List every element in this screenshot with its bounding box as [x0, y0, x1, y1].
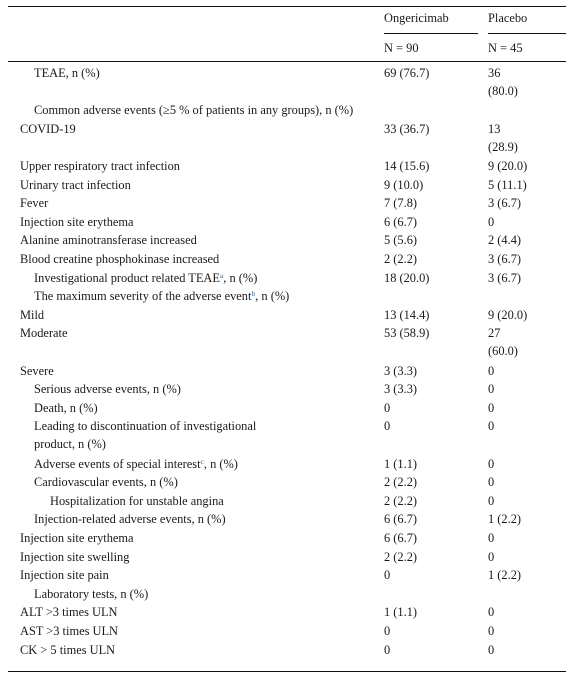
- row-label: [34, 473, 178, 491]
- value-ongericimab: 14 (15.6): [384, 159, 430, 173]
- row-label-text: Injection site swelling: [20, 549, 130, 564]
- value-ongericimab: 2 (2.2): [384, 549, 418, 564]
- footnote-marker[interactable]: a: [219, 270, 224, 280]
- row-label-text: Injection-related adverse events, n (%): [34, 512, 226, 527]
- value-placebo: 0: [488, 363, 495, 378]
- row-label: [20, 622, 118, 640]
- row-label: [20, 250, 219, 268]
- value-placebo: 1 (2.2): [488, 568, 522, 583]
- row-label: [20, 566, 109, 584]
- row-label-text: COVID-19: [20, 121, 76, 136]
- header-ongericimab: Ongericimab: [384, 11, 449, 25]
- value-ongericimab: 5 (5.6): [384, 233, 418, 248]
- row-label: [34, 399, 98, 417]
- bottom-rule: [8, 671, 566, 672]
- value-placebo: 0: [488, 642, 495, 657]
- value-placebo-line: 27: [488, 326, 501, 341]
- row-label-suffix: , n (%): [223, 270, 258, 285]
- row-label: [34, 417, 256, 453]
- footnote-marker[interactable]: b: [251, 289, 256, 299]
- value-placebo: 3 (6.7): [488, 252, 522, 266]
- row-label-line: Leading to discontinuation of investigational: [34, 419, 257, 434]
- value-ongericimab: 0: [384, 400, 391, 415]
- value-placebo: 9 (20.0): [488, 159, 528, 173]
- value-ongericimab: 2 (2.2): [384, 475, 418, 490]
- row-label-text: Cardiovascular events, n (%): [34, 475, 178, 490]
- row-label: [34, 64, 100, 82]
- value-ongericimab: 0: [384, 642, 391, 657]
- value-placebo: 0: [488, 456, 495, 471]
- row-label: [20, 324, 67, 342]
- value-ongericimab: 7 (7.8): [384, 196, 418, 211]
- row-label: [20, 157, 180, 175]
- value-ongericimab: 6 (6.7): [384, 214, 418, 229]
- row-label: [20, 194, 48, 212]
- row-label: [34, 287, 289, 305]
- value-placebo: 0: [488, 531, 495, 545]
- row-label: [34, 269, 257, 287]
- row-label-text: Severe: [20, 363, 54, 378]
- row-label-suffix: , n (%): [255, 289, 290, 304]
- row-label-text: Mild: [20, 307, 45, 322]
- row-label: [20, 231, 197, 249]
- header-n-placebo: N = 45: [488, 41, 523, 55]
- row-label: [20, 306, 44, 324]
- row-label: [34, 510, 226, 528]
- value-placebo-line: (28.9): [488, 139, 518, 154]
- row-label: [34, 380, 181, 398]
- row-label-text: Hospitalization for unstable angina: [50, 493, 224, 508]
- value-placebo: 0: [488, 382, 495, 397]
- value-placebo: 0: [488, 214, 495, 229]
- row-label-text: Urinary tract infection: [20, 177, 131, 192]
- header-bottom-rule: [8, 61, 566, 62]
- header-n-ongericimab: N = 90: [384, 41, 419, 55]
- value-ongericimab: 0: [384, 419, 391, 434]
- row-label-text: Adverse events of special interest: [34, 456, 201, 471]
- value-placebo: [488, 324, 518, 360]
- value-placebo: 0: [488, 475, 495, 490]
- row-label: [20, 176, 131, 194]
- value-placebo: 9 (20.0): [488, 307, 528, 322]
- row-label: [20, 362, 54, 380]
- row-label-text: Laboratory tests, n (%): [34, 586, 149, 601]
- row-label: [34, 101, 353, 119]
- row-label-text: Serious adverse events, n (%): [34, 382, 181, 397]
- value-placebo-line: 36: [488, 66, 501, 80]
- row-label-text: TEAE, n (%): [34, 66, 100, 80]
- row-label-text: Investigational product related TEAE: [34, 270, 220, 285]
- footnote-marker[interactable]: c: [200, 456, 204, 466]
- row-label-text: Upper respiratory tract infection: [20, 159, 180, 173]
- row-label: [20, 548, 129, 566]
- row-label-line: product, n (%): [34, 437, 106, 452]
- value-ongericimab: 6 (6.7): [384, 512, 418, 527]
- row-label-suffix: , n (%): [203, 456, 238, 471]
- value-placebo: [488, 120, 518, 156]
- row-label-text: Common adverse events (≥5 % of patients in any groups), n (%): [34, 103, 354, 118]
- row-label-text: The maximum severity of the adverse event: [34, 289, 252, 304]
- row-label: [20, 603, 118, 621]
- value-ongericimab: 1 (1.1): [384, 456, 418, 471]
- value-placebo: 3 (6.7): [488, 196, 522, 211]
- header-placebo: Placebo: [488, 11, 528, 25]
- row-label-text: Injection site pain: [20, 568, 109, 583]
- value-ongericimab: 0: [384, 568, 391, 583]
- value-ongericimab: 0: [384, 624, 391, 638]
- row-label: [34, 585, 148, 603]
- row-label-text: Fever: [20, 196, 49, 211]
- value-placebo: [488, 64, 518, 100]
- row-label: [20, 641, 115, 659]
- top-rule: [8, 6, 566, 7]
- value-ongericimab: 33 (36.7): [384, 121, 430, 136]
- value-ongericimab: 2 (2.2): [384, 252, 418, 266]
- row-label-text: Injection site erythema: [20, 214, 134, 229]
- row-label-text: ALT >3 times ULN: [20, 605, 118, 620]
- row-label: [20, 213, 134, 231]
- row-label: [34, 455, 238, 473]
- value-ongericimab: 13 (14.4): [384, 307, 430, 322]
- value-ongericimab: 3 (3.3): [384, 382, 418, 397]
- value-placebo: 0: [488, 605, 495, 620]
- row-label: [50, 492, 224, 510]
- row-label-text: Alanine aminotransferase increased: [20, 233, 197, 248]
- value-ongericimab: 1 (1.1): [384, 605, 418, 620]
- value-ongericimab: 69 (76.7): [384, 66, 430, 80]
- value-ongericimab: 2 (2.2): [384, 493, 418, 508]
- row-label-text: Death, n (%): [34, 400, 98, 415]
- value-placebo: 0: [488, 549, 495, 564]
- value-placebo: 5 (11.1): [488, 177, 527, 192]
- value-placebo: 0: [488, 419, 495, 434]
- row-label-text: Blood creatine phosphokinase increased: [20, 252, 220, 266]
- value-ongericimab: 6 (6.7): [384, 531, 418, 545]
- header-underline-placebo: [488, 33, 566, 34]
- value-placebo: 0: [488, 493, 495, 508]
- row-label-text: AST >3 times ULN: [20, 624, 118, 638]
- row-label-text: Moderate: [20, 326, 68, 341]
- header-underline-ongericimab: [384, 33, 478, 34]
- row-label: [20, 529, 134, 547]
- value-ongericimab: 3 (3.3): [384, 363, 418, 378]
- value-placebo: 2 (4.4): [488, 233, 522, 248]
- value-placebo-line: (80.0): [488, 84, 518, 98]
- value-ongericimab: 18 (20.0): [384, 270, 430, 285]
- value-placebo-line: (60.0): [488, 344, 518, 359]
- row-label-text: Injection site erythema: [20, 531, 134, 545]
- row-label: [20, 120, 76, 138]
- value-placebo: 3 (6.7): [488, 270, 522, 285]
- value-placebo: 1 (2.2): [488, 512, 522, 527]
- value-ongericimab: 53 (58.9): [384, 326, 430, 341]
- value-placebo: 0: [488, 624, 495, 638]
- value-ongericimab: 9 (10.0): [384, 177, 424, 192]
- row-label-text: CK > 5 times ULN: [20, 642, 116, 657]
- value-placebo-line: 13: [488, 121, 501, 136]
- value-placebo: 0: [488, 400, 495, 415]
